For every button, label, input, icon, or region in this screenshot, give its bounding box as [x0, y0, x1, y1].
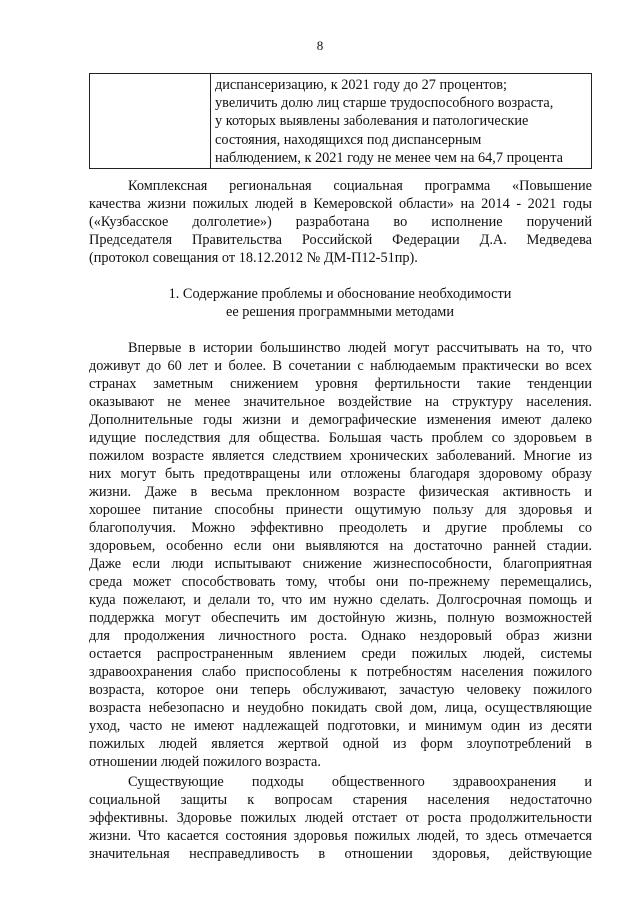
paragraph-line: среда может способствовать тому, чтобы они по-прежнему перемещались, [89, 574, 592, 590]
table-line: у которых выявлены заболевания и патологические [215, 113, 529, 130]
paragraph-line: Впервые в истории большинство людей могут рассчитывать на то, что [128, 340, 592, 356]
paragraph-line: уход, часто не имеют надлежащей подготовки, и минимум один из десяти [89, 718, 592, 734]
table-line: наблюдением, к 2021 году не менее чем на 64,7 процента [215, 149, 563, 166]
paragraph-line: остается распространенным явлением среди пожилых людей, системы [89, 646, 592, 662]
paragraph-line: странах заметным снижением уровня фертильности такие тенденции [89, 376, 592, 392]
section-heading-line-1: 1. Содержание проблемы и обоснование необходимости [168, 286, 512, 302]
table-line: состояния, находящихся под диспансерным [215, 131, 482, 148]
paragraph-line: здравоохранения слабо приспособлены к потребностям населения пожилого [89, 664, 592, 680]
intro-line: (протокол совещания от 18.12.2012 № ДМ-П12-51пр). [89, 250, 418, 266]
table-line: диспансеризацию, к 2021 году до 27 процентов; [215, 77, 508, 93]
page-number: 8 [316, 38, 324, 53]
intro-line: («Кузбасское долголетие») разработана во исполнение поручений [89, 214, 592, 230]
section-heading-line-2: ее решения программными методами [225, 304, 454, 320]
paragraph-line: поддержка могут обеспечить им достойную жизнь, полную возможностей [89, 610, 592, 626]
intro-line: Председателя Правительства Российской Федерации Д.А. Медведева [89, 232, 592, 248]
paragraph-line: куда пожелают, и делали то, что им нужно сделать. Долгосрочная помощь и [89, 592, 592, 608]
paragraph-line: возраста небезопасно и неудобно покидать свой дом, лица, осуществляющие [89, 700, 592, 716]
continuation-table [89, 73, 592, 169]
intro-line: качества жизни пожилых людей в Кемеровской области» на 2014 - 2021 годы [89, 196, 592, 212]
intro-line: Комплексная региональная социальная программа «Повышение [128, 178, 592, 194]
paragraph-line: социальной защиты к вопросам старения населения недостаточно [89, 792, 592, 808]
paragraph-line: благополучия. Можно эффективно преодолеть и другие проблемы со [89, 520, 592, 536]
table-cell-text [211, 74, 591, 168]
paragraph-line: оказывают не менее значительное воздействие на структуру населения. [89, 394, 592, 410]
paragraph-line: идущие последствия для общества. Большая часть проблем со здоровьем в [89, 430, 592, 446]
paragraph-line: Дополнительные годы жизни и демографические изменения имеют далеко [89, 412, 592, 428]
paragraph-line: отношении людей пожилого возраста. [89, 754, 321, 770]
table-cell-empty [90, 74, 211, 168]
paragraph-line: них могут быть предотвращены или отложены благодаря здоровому образу [89, 466, 592, 482]
paragraph-line: пожилом возрасте является следствием хронических заболеваний. Многие из [89, 448, 592, 464]
paragraph-line: хорошее питание способны принести ощутимую пользу для здоровья и [89, 502, 592, 518]
paragraph-line: жизни. Что касается состояния здоровья пожилых людей, то здесь отмечается [89, 828, 592, 844]
paragraph-line: Даже если люди испытывают снижение жизнеспособности, благоприятная [89, 556, 592, 572]
table-line: увеличить долю лиц старше трудоспособного возраста, [215, 95, 554, 112]
paragraph-line: здоровьем, особенно если они выявляются на достаточно ранней стадии. [89, 538, 592, 554]
paragraph-line: доживут до 60 лет и более. В сочетании с наблюдаемым практически во всех [89, 358, 592, 374]
paragraph-line: жизни. Даже в весьма преклонном возрасте физическая активность и [89, 484, 592, 500]
paragraph-line: возраста, которое они теперь обслуживают, зачастую человеку пожилого [89, 682, 592, 698]
paragraph-line: значительная несправедливость в отношении здоровья, действующие [89, 846, 592, 862]
paragraph-line: для продолжения личностного роста. Однако нездоровый образ жизни [89, 628, 592, 644]
paragraph-line: Существующие подходы общественного здравоохранения и [128, 774, 592, 790]
paragraph-line: пожилых людей является жертвой одной из форм злоупотреблений в [89, 736, 592, 752]
paragraph-line: эффективны. Здоровье пожилых людей отстает от роста продолжительности [89, 810, 592, 826]
